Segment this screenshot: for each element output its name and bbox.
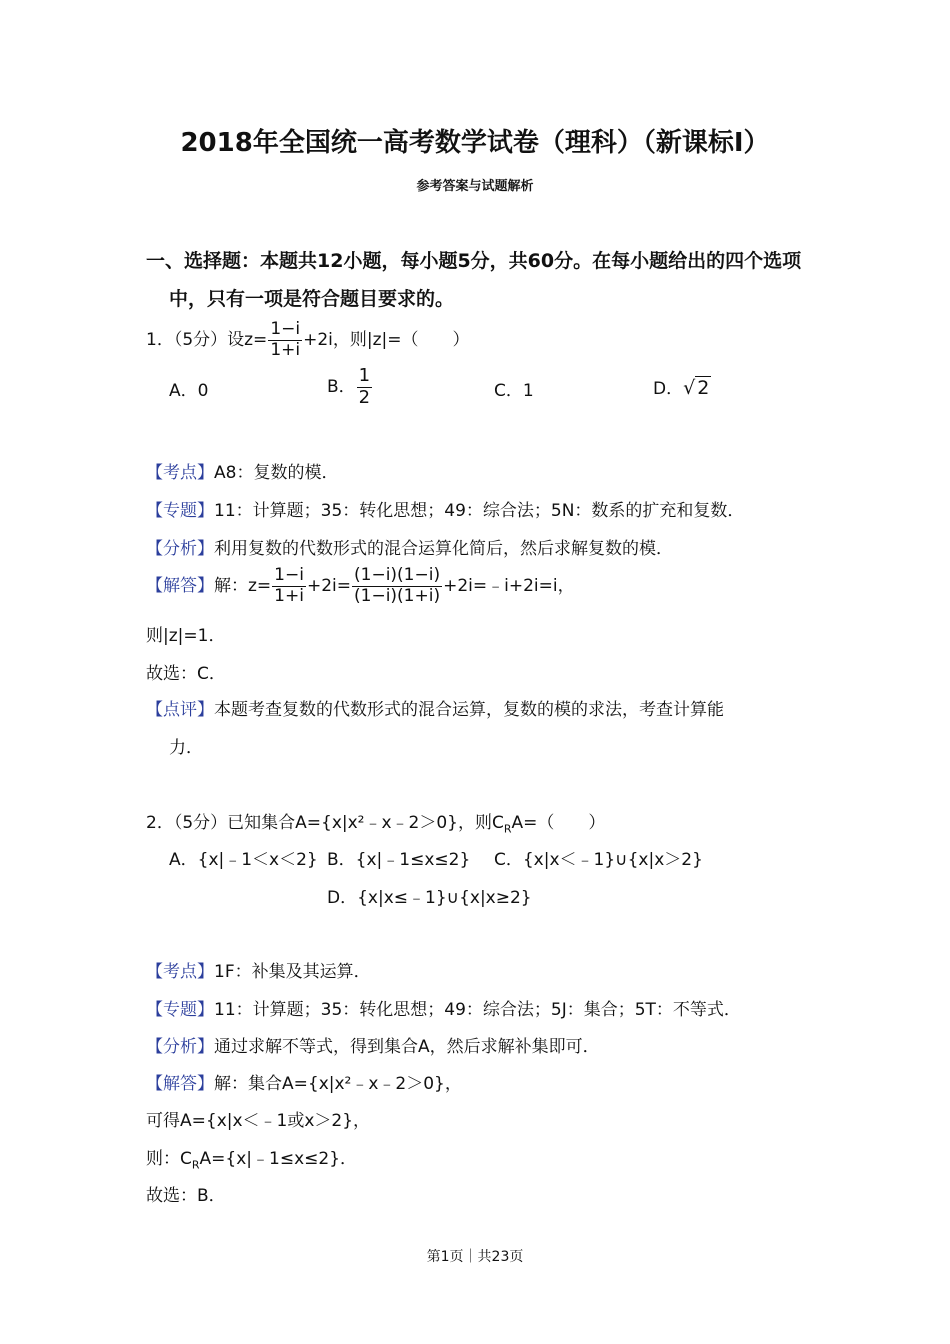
q1-zhuanti-tag: 【专题】 bbox=[146, 501, 214, 521]
q1-stem bbox=[146, 320, 470, 360]
q1-option-b-fraction bbox=[357, 366, 372, 408]
q2-zhuanti-text: 11：计算题；35：转化思想；49：综合法；5J：集合；5T：不等式． bbox=[214, 1000, 741, 1020]
q2-line-complement-r: R bbox=[191, 1158, 200, 1172]
q2-option-c: C．{x|x＜﹣1}∪{x|x＞2} bbox=[494, 850, 703, 870]
q1-frac-numerator: 1−i bbox=[270, 319, 301, 339]
q1-line-ze: 则|z|=1． bbox=[146, 626, 226, 646]
q2-zhuanti-tag: 【专题】 bbox=[146, 1000, 214, 1020]
q2-complement-c: C bbox=[492, 813, 504, 833]
q1-jieda-pre: 解：z= bbox=[214, 576, 272, 597]
q1-stem-suffix: +2i，则|z|=（ ） bbox=[303, 330, 470, 351]
page-footer: 第1页｜共23页 bbox=[426, 1249, 524, 1265]
q2-option-a: A．{x|﹣1＜x＜2} bbox=[169, 850, 318, 870]
q1-stem-prefix: 1．（5分）设z= bbox=[146, 330, 268, 351]
q1-jieda-post: +2i=﹣i+2i=i， bbox=[443, 576, 575, 597]
q1-kaodian-text: A8：复数的模． bbox=[214, 463, 339, 483]
q1-jieda-mid: +2i= bbox=[306, 576, 351, 597]
q1-kaodian-tag: 【考点】 bbox=[146, 463, 214, 483]
page-title: 2018年全国统一高考数学试卷（理科）（新课标Ⅰ） bbox=[180, 128, 770, 158]
q1-jieda-fraction-2 bbox=[352, 566, 442, 606]
q2-complement-symbol bbox=[492, 813, 512, 836]
q1-dianping bbox=[146, 695, 724, 720]
q1-fenxi bbox=[146, 534, 673, 559]
q2-stem bbox=[146, 808, 605, 835]
q1-dianping-line2: 力． bbox=[169, 738, 203, 758]
q1-stem-fraction bbox=[268, 320, 302, 360]
q2-kaodian-text: 1F：补集及其运算． bbox=[214, 962, 371, 982]
q1-jieda bbox=[146, 566, 575, 606]
q1-option-d-radicand: 2 bbox=[697, 377, 710, 399]
q1-jieda-fraction-1 bbox=[272, 566, 306, 606]
q2-jieda-text: 解：集合A={x|x²﹣x﹣2＞0}， bbox=[214, 1074, 462, 1094]
q2-jieda bbox=[146, 1069, 462, 1094]
q1-jieda-f1-num: 1−i bbox=[274, 565, 304, 585]
section-heading-line1: 一、选择题：本题共12小题，每小题5分，共60分。在每小题给出的四个选项 bbox=[146, 250, 802, 272]
q1-line-gu: 故选：C． bbox=[146, 664, 226, 684]
q1-fenxi-text: 利用复数的代数形式的混合运算化简后，然后求解复数的模． bbox=[214, 539, 673, 559]
q1-jieda-tag: 【解答】 bbox=[146, 576, 214, 597]
q1-option-b bbox=[327, 366, 373, 408]
q1-option-b-num: 1 bbox=[358, 365, 371, 386]
q2-line-ze-pre: 则： bbox=[146, 1149, 180, 1169]
sqrt-symbol: √ 2 bbox=[683, 377, 710, 399]
q2-fenxi bbox=[146, 1032, 600, 1057]
q2-line-complement-symbol bbox=[180, 1149, 200, 1172]
q2-stem-post: A=（ ） bbox=[511, 813, 606, 833]
q1-frac-denominator: 1+i bbox=[270, 339, 301, 360]
q2-zhuanti bbox=[146, 995, 741, 1020]
q2-complement-r: R bbox=[503, 822, 512, 836]
q2-line-ze bbox=[146, 1144, 357, 1171]
q2-kaodian bbox=[146, 957, 371, 982]
q1-dianping-text: 本题考查复数的代数形式的混合运算，复数的模的求法，考查计算能 bbox=[214, 700, 724, 720]
q1-zhuanti bbox=[146, 496, 744, 521]
q2-kaodian-tag: 【考点】 bbox=[146, 962, 214, 982]
q1-jieda-f2-num: (1−i)(1−i) bbox=[354, 565, 441, 585]
q2-line-ze-post: A={x|﹣1≤x≤2}． bbox=[199, 1149, 358, 1169]
q1-option-d-label: D． bbox=[653, 379, 684, 399]
q2-fenxi-text: 通过求解不等式，得到集合A，然后求解补集即可． bbox=[214, 1037, 600, 1057]
page-subtitle: 参考答案与试题解析 bbox=[416, 179, 534, 194]
q2-option-b: B．{x|﹣1≤x≤2} bbox=[327, 850, 471, 870]
q2-line-complement-c: C bbox=[180, 1149, 192, 1169]
section-heading-line2: 中，只有一项是符合题目要求的。 bbox=[169, 288, 455, 310]
q2-line-kede: 可得A={x|x＜﹣1或x＞2}， bbox=[146, 1111, 371, 1131]
q2-option-d: D．{x|x≤﹣1}∪{x|x≥2} bbox=[327, 888, 532, 908]
q1-zhuanti-text: 11：计算题；35：转化思想；49：综合法；5N：数系的扩充和复数． bbox=[214, 501, 745, 521]
q1-option-b-den: 2 bbox=[358, 386, 371, 408]
q1-kaodian bbox=[146, 458, 338, 483]
q1-option-a: A．0 bbox=[169, 381, 209, 401]
q2-jieda-tag: 【解答】 bbox=[146, 1074, 214, 1094]
q1-jieda-f1-den: 1+i bbox=[274, 585, 304, 606]
q1-dianping-tag: 【点评】 bbox=[146, 700, 214, 720]
q2-stem-pre: 2．（5分）已知集合A={x|x²﹣x﹣2＞0}，则 bbox=[146, 813, 492, 833]
q1-fenxi-tag: 【分析】 bbox=[146, 539, 214, 559]
q1-option-b-label: B． bbox=[327, 377, 356, 398]
q1-option-d bbox=[653, 374, 711, 399]
q1-jieda-f2-den: (1−i)(1+i) bbox=[354, 585, 441, 606]
q1-option-c: C．1 bbox=[494, 381, 534, 401]
q2-line-gu: 故选：B． bbox=[146, 1186, 226, 1206]
q2-fenxi-tag: 【分析】 bbox=[146, 1037, 214, 1057]
